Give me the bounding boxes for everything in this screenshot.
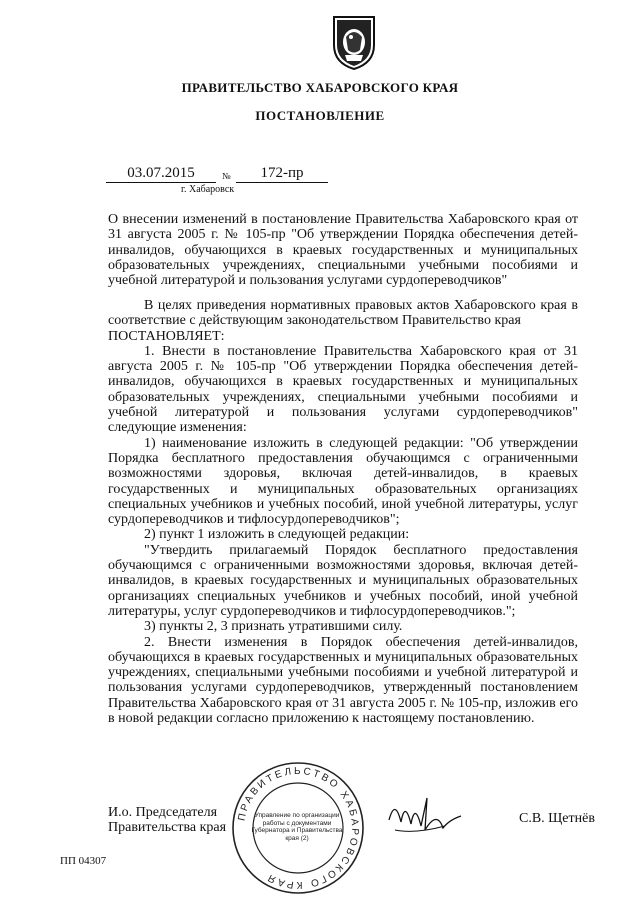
- signatory-name: С.В. Щетнёв: [519, 811, 595, 826]
- signatory-position: [108, 805, 226, 835]
- government-title: ПРАВИТЕЛЬСТВО ХАБАРОВСКОГО КРАЯ: [181, 80, 459, 95]
- position-line-2: Правительства края: [108, 820, 227, 835]
- registration-number: ПП 04307: [60, 855, 107, 867]
- paragraph-1-1: 1) наименование изложить в следующей редакции: "Об утверждении Порядка бесплатного предоставления обучающимся с ограниченными возможностями здоровья, включая детей-инвалидов, в краевых государственных и муниципальных образовательных организациях специальных учебников и учебных пособий, иной учебной литературы, услуг сурдопереводчиков и тифлосурдопереводчиков";: [108, 435, 578, 528]
- paragraph-1-2: 2) пункт 1 изложить в следующей редакции:: [144, 527, 410, 543]
- svg-text:ПРАВИТЕЛЬСТВО ХАБАРОВСКОГО КРА: ПРАВИТЕЛЬСТВО ХАБАРОВСКОГО КРАЯ: [236, 765, 361, 891]
- paragraph-1-2-text: "Утвердить прилагаемый Порядок бесплатного предоставления обучающимся с ограниченными возможностями здоровья, включая детей-инвалидов, в краевых государственных и муниципальных образовательных организациях специальных учебников и учебных пособий, иной учебной литературы, услуг сурдопереводчиков и тифлосурдопереводчиков.";: [108, 542, 578, 619]
- handwritten-signature-icon: [385, 790, 465, 840]
- number-sign: №: [222, 171, 231, 181]
- document-subject: О внесении изменений в постановление Правительства Хабаровского края от 31 августа 2005 г. № 105-пр "Об утверждении Порядка обеспечения детей-инвалидов, обучающихся в краевых государственных и муниципальных образовательных учреждениях, специальными учебными пособиями и учебной литературой и пользования услугами сурдопереводчиков": [108, 212, 578, 289]
- paragraph-1: 1. Внести в постановление Правительства Хабаровского края от 31 августа 2005 г. № 105-пр "Об утверждении Порядка обеспечения детей-инвалидов, обучающихся в краевых государственных и муниципальных образовательных учреждениях, специальными учебными пособиями и учебной литературой и пользования услугами сурдопереводчиков" следующие изменения:: [108, 343, 578, 436]
- decree-word: ПОСТАНОВЛЯЕТ:: [108, 328, 225, 344]
- intro-paragraph: В целях приведения нормативных правовых актов Хабаровского края в соответствие с действующим законодательством Правительство края: [108, 298, 578, 329]
- paragraph-1-3: 3) пункты 2, 3 признать утратившими силу.: [144, 619, 403, 635]
- coat-of-arms-icon: [331, 15, 377, 71]
- document-number: 172-пр: [236, 165, 328, 183]
- position-line-1: И.о. Председателя: [108, 805, 218, 820]
- seal-inner-text: Управление по организации работы с документами Губернатора и Правительства края (2): [251, 812, 343, 842]
- paragraph-2: 2. Внести изменения в Порядок обеспечения детей-инвалидов, обучающихся в краевых государственных и муниципальных образовательных учреждениях, специальными учебными пособиями и учебной литературой и пользования услугами сурдопереводчиков, утвержденный постановлением Правительства Хабаровского края от 31 августа 2005 г. № 105-пр, изложив его в новой редакции согласно приложению к настоящему постановлению.: [108, 634, 578, 727]
- document-body: [108, 298, 578, 726]
- document-date: 03.07.2015: [106, 165, 216, 183]
- document-type: ПОСТАНОВЛЕНИЕ: [255, 108, 385, 123]
- city: г. Хабаровск: [181, 184, 235, 195]
